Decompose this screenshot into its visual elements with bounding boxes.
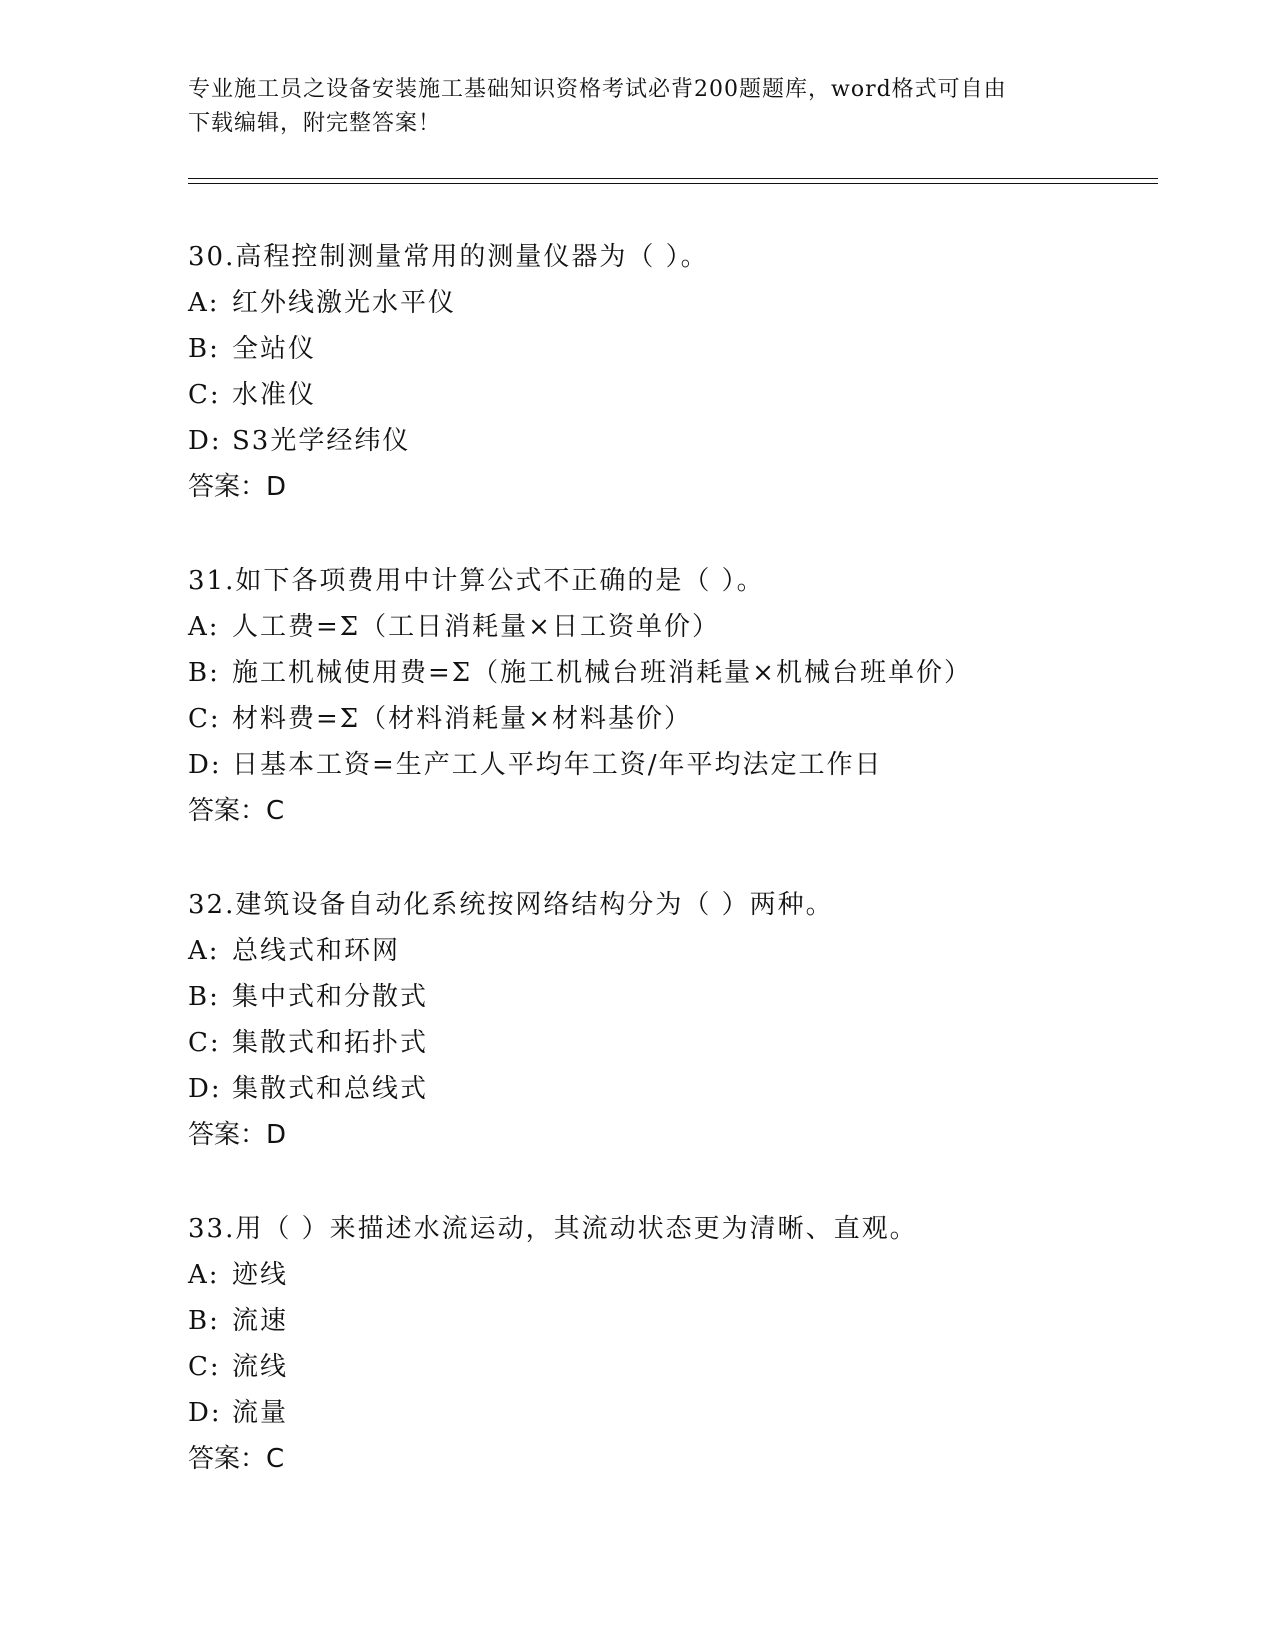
question-stem: 31.如下各项费用中计算公式不正确的是（ ）。	[188, 566, 765, 596]
option-c	[188, 372, 1188, 418]
option-text: 迹线	[232, 1260, 289, 1290]
option-d	[188, 1066, 1188, 1112]
option-text: 日基本工资=生产工人平均年工资/年平均法定工作日	[232, 750, 883, 780]
option-d	[188, 742, 1188, 788]
header-divider-bottom	[188, 183, 1158, 184]
question-list	[188, 234, 1188, 1482]
option-key: C:	[188, 1028, 221, 1058]
option-key: C:	[188, 380, 221, 410]
option-key: B:	[188, 334, 220, 364]
option-a	[188, 280, 1188, 326]
option-b	[188, 1298, 1188, 1344]
option-b	[188, 650, 1188, 696]
option-text: 全站仪	[232, 334, 317, 364]
question-30	[188, 234, 1188, 510]
option-key: A:	[188, 612, 220, 642]
option-a	[188, 604, 1188, 650]
option-key: C:	[188, 704, 221, 734]
option-text: 集散式和总线式	[232, 1074, 429, 1104]
option-text: 水准仪	[232, 380, 317, 410]
option-text: 人工费=Σ（工日消耗量×日工资单价）	[232, 612, 720, 642]
option-b	[188, 326, 1188, 372]
option-key: D:	[188, 1074, 222, 1104]
option-key: D:	[188, 1398, 222, 1428]
header-line-2: 下载编辑，附完整答案！	[188, 111, 442, 136]
header-line-1: 专业施工员之设备安装施工基础知识资格考试必背200题题库，word格式可自由	[188, 77, 1007, 102]
option-d	[188, 1390, 1188, 1436]
option-text: S3光学经纬仪	[232, 426, 411, 456]
option-key: B:	[188, 1306, 220, 1336]
option-a	[188, 1252, 1188, 1298]
option-c	[188, 1344, 1188, 1390]
option-c	[188, 696, 1188, 742]
option-key: B:	[188, 658, 220, 688]
document-header	[188, 73, 1088, 141]
question-stem: 32.建筑设备自动化系统按网络结构分为（ ）两种。	[188, 890, 834, 920]
option-key: C:	[188, 1352, 221, 1382]
option-text: 流线	[232, 1352, 289, 1382]
option-text: 流量	[232, 1398, 289, 1428]
answer-line: 答案：D	[188, 1120, 287, 1150]
answer-line: 答案：C	[188, 1444, 285, 1474]
option-d	[188, 418, 1188, 464]
question-stem: 30.高程控制测量常用的测量仪器为（ ）。	[188, 242, 709, 272]
header-divider-top	[188, 178, 1158, 179]
question-32	[188, 882, 1188, 1158]
option-b	[188, 974, 1188, 1020]
option-text: 材料费=Σ（材料消耗量×材料基价）	[232, 704, 692, 734]
option-key: D:	[188, 750, 222, 780]
option-text: 集中式和分散式	[232, 982, 429, 1012]
option-key: A:	[188, 288, 220, 318]
option-text: 总线式和环网	[232, 936, 401, 966]
question-33	[188, 1206, 1188, 1482]
option-text: 红外线激光水平仪	[232, 288, 457, 318]
option-key: A:	[188, 936, 220, 966]
option-key: B:	[188, 982, 220, 1012]
option-key: D:	[188, 426, 222, 456]
option-a	[188, 928, 1188, 974]
answer-line: 答案：D	[188, 472, 287, 502]
option-text: 流速	[232, 1306, 289, 1336]
option-text: 集散式和拓扑式	[232, 1028, 429, 1058]
option-key: A:	[188, 1260, 220, 1290]
question-31	[188, 558, 1188, 834]
option-c	[188, 1020, 1188, 1066]
option-text: 施工机械使用费=Σ（施工机械台班消耗量×机械台班单价）	[232, 658, 972, 688]
question-stem: 33.用（ ）来描述水流运动，其流动状态更为清晰、直观。	[188, 1214, 918, 1244]
answer-line: 答案：C	[188, 796, 285, 826]
